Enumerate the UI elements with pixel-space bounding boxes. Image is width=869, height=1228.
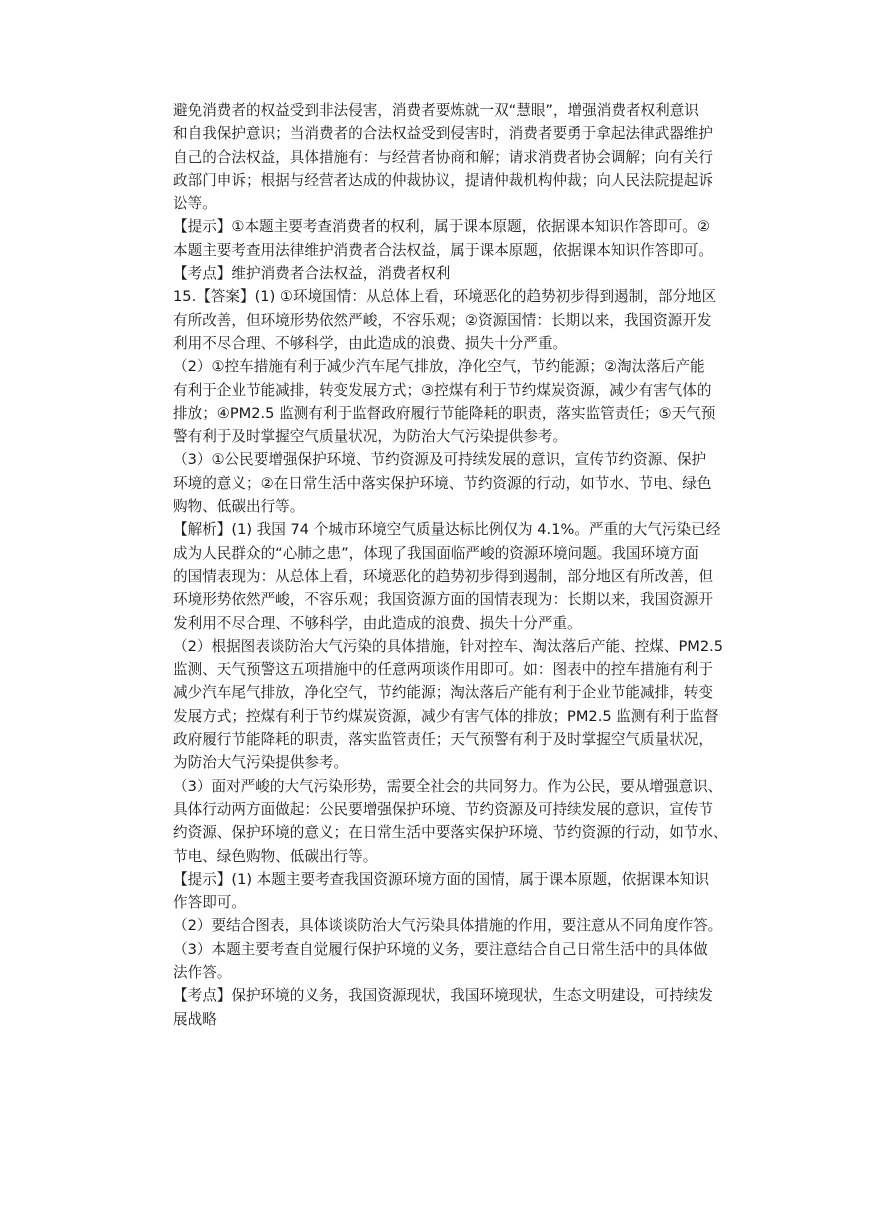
text-line: 环境的意义；②在日常生活中落实保护环境、节约资源的行动，如节水、节电、绿色: [173, 474, 712, 492]
text-line: 具体行动两方面做起：公民要增强保护环境、节约资源及可持续发展的意识，宣传节: [173, 800, 713, 818]
text-line: 的国情表现为：从总体上看，环境恶化的趋势初步得到遏制，部分地区有所改善，但: [173, 567, 713, 585]
text-line: 【提示】(1) 本题主要考查我国资源环境方面的国情，属于课本原题，依据课本知识: [173, 870, 710, 888]
text-line: 警有利于及时掌握空气质量状况，为防治大气污染提供参考。: [173, 428, 568, 446]
text-line: 【解析】(1) 我国 74 个城市环境空气质量达标比例仅为 4.1%。严重的大气污染已经: [173, 521, 721, 539]
text-line: （2）要结合图表，具体谈谈防治大气污染具体措施的作用，要注意从不同角度作答。: [173, 917, 723, 935]
text-line: 节电、绿色购物、低碳出行等。: [173, 847, 378, 865]
text-line: 和自我保护意识；当消费者的合法权益受到侵害时，消费者要勇于拿起法律武器维护: [173, 125, 713, 143]
text-line: 发利用不尽合理、不够科学，由此造成的浪费、损失十分严重。: [173, 614, 582, 632]
text-line: 减少汽车尾气排放，净化空气，节约能源；淘汰落后产能有利于企业节能减排，转变: [173, 684, 713, 702]
text-line: 利用不尽合理、不够科学，由此造成的浪费、损失十分严重。: [173, 334, 568, 352]
text-line: 【考点】保护环境的义务，我国资源现状，我国环境现状，生态文明建设，可持续发: [173, 987, 713, 1005]
text-line: 购物、低碳出行等。: [173, 498, 305, 516]
text-line: 政部门申诉；根据与经营者达成的仲裁协议，提请仲裁机构仲裁；向人民法院提起诉: [173, 171, 713, 189]
text-line: 15.【答案】(1) ①环境国情：从总体上看，环境恶化的趋势初步得到遏制，部分地区: [173, 288, 717, 306]
text-line: 自己的合法权益，具体措施有：与经营者协商和解；请求消费者协会调解；向有关行: [173, 148, 713, 166]
text-line: 排放；④PM2.5 监测有利于监督政府履行节能降耗的职责，落实监管责任；⑤天气预: [173, 404, 716, 422]
text-line: （3）本题主要考查自觉履行保护环境的义务，要注意结合自己日常生活中的具体做: [173, 940, 708, 958]
text-line: 本题主要考查用法律维护消费者合法权益，属于课本原题，依据课本知识作答即可。: [173, 241, 713, 259]
text-line: 法作答。: [173, 963, 232, 981]
text-line: 展战略: [173, 1010, 217, 1028]
text-line: 约资源、保护环境的意义；在日常生活中要落实保护环境、节约资源的行动，如节水、: [173, 824, 728, 842]
text-line: 【考点】维护消费者合法权益，消费者权利: [173, 265, 451, 283]
text-line: （2）①控车措施有利于减少汽车尾气排放，净化空气，节约能源；②淘汰落后产能: [173, 358, 705, 376]
text-line: 【提示】①本题主要考查消费者的权利，属于课本原题，依据课本知识作答即可。②: [173, 218, 710, 236]
text-line: 环境形势依然严峻，不容乐观；我国资源方面的国情表现为：长期以来，我国资源开: [173, 591, 713, 609]
text-line: 避免消费者的权益受到非法侵害，消费者要炼就一双“慧眼”，增强消费者权利意识: [173, 102, 699, 119]
text-line: 成为人民群众的“心肺之患”，体现了我国面临严峻的资源环境问题。我国环境方面: [173, 544, 699, 562]
text-line: 政府履行节能降耗的职责，落实监管责任；天气预警有利于及时掌握空气质量状况，: [173, 731, 713, 749]
text-line: （2）根据图表谈防治大气污染的具体措施，针对控车、淘汰落后产能、控煤、PM2.5: [173, 637, 724, 655]
text-line: （3）面对严峻的大气污染形势，需要全社会的共同努力。作为公民，要从增强意识、: [173, 777, 723, 795]
text-line: 作答即可。: [173, 894, 246, 912]
text-line: 有所改善，但环境形势依然严峻，不容乐观；②资源国情：长期以来，我国资源开发: [173, 311, 712, 329]
text-line: 为防治大气污染提供参考。: [173, 754, 349, 772]
text-line: 发展方式；控煤有利于节约煤炭资源，减少有害气体的排放；PM2.5 监测有利于监督: [173, 707, 719, 725]
text-line: 监测、天气预警这五项措施中的任意两项谈作用即可。如：图表中的控车措施有利于: [173, 661, 713, 679]
text-line: （3）①公民要增强保护环境、节约资源及可持续发展的意识，宣传节约资源、保护: [173, 451, 707, 469]
text-line: 有利于企业节能减排，转变发展方式；③控煤有利于节约煤炭资源，减少有害气体的: [173, 381, 712, 399]
answer-text-body: [173, 99, 728, 1031]
text-line: 讼等。: [173, 195, 217, 213]
